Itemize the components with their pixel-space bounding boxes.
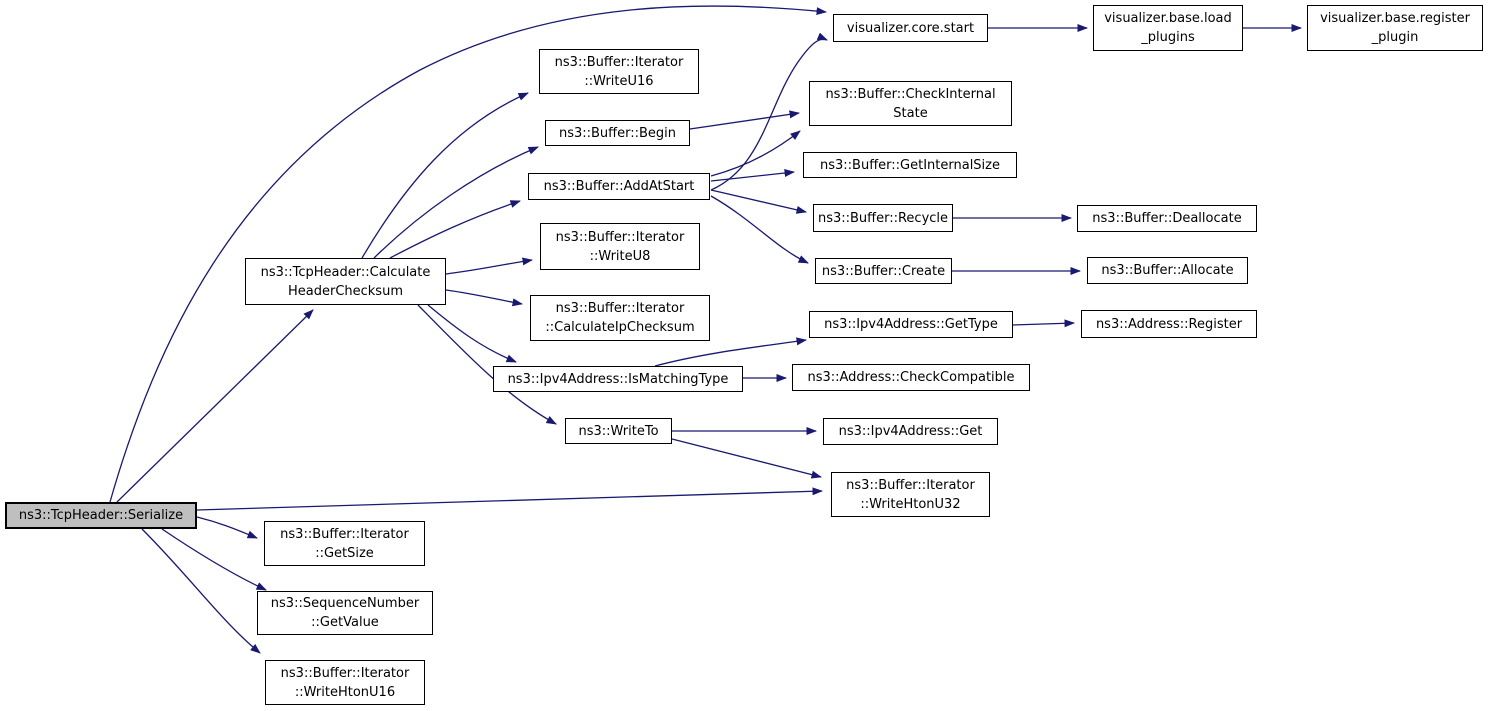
graph-node-label: _plugin: [1371, 30, 1419, 45]
graph-node-register[interactable]: [1081, 310, 1257, 338]
graph-node-writeU8[interactable]: [540, 223, 700, 270]
graph-node-deallocate[interactable]: [1077, 205, 1257, 232]
call-edge-begin-to-checkInternal: [690, 113, 799, 129]
graph-node-label: ns3::Buffer::Iterator: [554, 54, 684, 70]
graph-node-label: ::WriteU16: [584, 73, 654, 89]
graph-node-label: ::GetSize: [315, 545, 374, 561]
call-edge-serialize-to-writeHtonU32: [197, 491, 822, 510]
graph-node-label: HeaderChecksum: [287, 283, 403, 299]
graph-node-getValue[interactable]: [257, 591, 433, 635]
call-edge-addAtStart-to-create: [711, 196, 808, 263]
call-edge-calcChecksum-to-isMatchingType: [428, 305, 516, 362]
graph-node-label: visualizer.base.load: [1104, 11, 1232, 26]
call-edge-getType-to-register: [1013, 323, 1074, 325]
graph-node-registerPlugin[interactable]: [1307, 5, 1483, 51]
graph-node-label: visualizer.core.start: [846, 20, 975, 36]
graph-node-label: ns3::Buffer::Recycle: [817, 210, 949, 226]
call-edge-isMatchingType-to-getType: [655, 340, 806, 366]
graph-node-calcIpChecksum[interactable]: [530, 295, 710, 341]
graph-node-label: ns3::Buffer::Iterator: [280, 526, 409, 542]
graph-node-label: ::GetValue: [311, 615, 379, 630]
graph-node-label: ::WriteHtonU16: [294, 684, 396, 700]
graph-node-label: ns3::TcpHeader::Serialize: [18, 508, 184, 523]
graph-node-label: ns3::Buffer::GetInternalSize: [820, 157, 1000, 173]
graph-node-writeU16[interactable]: [539, 49, 699, 94]
call-edge-serialize-to-coreStart: [110, 6, 826, 502]
call-edge-calcChecksum-to-writeU16: [362, 93, 528, 258]
graph-node-recycle[interactable]: [813, 204, 953, 232]
call-edge-calcChecksum-to-addAtStart: [390, 201, 520, 258]
graph-node-label: _plugins: [1141, 30, 1195, 45]
graph-node-label: ::WriteHtonU32: [860, 496, 961, 512]
call-edge-addAtStart-to-getInternalSize: [711, 172, 794, 181]
graph-node-checkCompatible[interactable]: [792, 364, 1030, 391]
graph-node-label: ns3::Buffer::Iterator: [846, 477, 975, 493]
graph-node-label: ns3::WriteTo: [578, 423, 659, 439]
graph-node-begin[interactable]: [545, 120, 690, 146]
graph-node-label: ns3::Ipv4Address::IsMatchingType: [507, 371, 729, 387]
graph-node-label: ::WriteU8: [589, 248, 651, 264]
graph-node-label: ns3::Buffer::Iterator: [280, 665, 410, 681]
graph-node-get[interactable]: [823, 418, 998, 445]
graph-node-create[interactable]: [815, 258, 952, 284]
graph-node-coreStart[interactable]: [833, 14, 988, 42]
graph-node-label: ns3::Buffer::Deallocate: [1092, 211, 1242, 226]
graph-node-label: ns3::Buffer::Iterator: [555, 301, 685, 316]
graph-node-label: ns3::Buffer::Begin: [558, 125, 677, 141]
graph-node-getInternalSize[interactable]: [803, 152, 1017, 178]
graph-node-label: ns3::Address::Register: [1095, 316, 1243, 332]
graph-node-getType[interactable]: [809, 311, 1013, 338]
call-edge-serialize-to-getSize: [197, 517, 257, 538]
call-edge-serialize-to-calcChecksum: [117, 310, 313, 502]
graph-node-getSize[interactable]: [264, 521, 425, 566]
graph-node-label: ns3::Ipv4Address::GetType: [824, 317, 998, 332]
graph-node-label: visualizer.base.register: [1320, 11, 1470, 26]
graph-node-label: ns3::Address::CheckCompatible: [807, 370, 1015, 385]
call-edge-serialize-to-writeHtonU16: [142, 529, 260, 653]
call-edge-serialize-to-getValue: [162, 529, 266, 590]
graph-node-serialize[interactable]: [5, 502, 197, 529]
graph-node-label: ns3::SequenceNumber: [270, 596, 420, 611]
graph-node-allocate[interactable]: [1087, 257, 1248, 284]
call-edge-addAtStart-to-recycle: [711, 190, 806, 212]
call-edge-addAtStart-to-checkInternal: [711, 131, 800, 176]
graph-node-calcChecksum[interactable]: [245, 258, 446, 305]
graph-node-writeTo[interactable]: [565, 418, 672, 444]
graph-node-addAtStart[interactable]: [528, 173, 710, 200]
graph-node-label: ns3::TcpHeader::Calculate: [260, 264, 431, 280]
graph-node-isMatchingType[interactable]: [493, 366, 743, 392]
graph-node-label: ns3::Buffer::Create: [821, 263, 946, 279]
call-edge-writeTo-to-writeHtonU32: [672, 439, 821, 477]
graph-node-writeHtonU32[interactable]: [831, 472, 990, 517]
graph-node-label: ::CalculateIpChecksum: [545, 320, 695, 335]
call-edge-calcChecksum-to-writeU8: [446, 260, 532, 274]
call-edge-calcChecksum-to-calcIpChecksum: [446, 290, 522, 304]
graph-node-writeHtonU16[interactable]: [265, 660, 425, 705]
graph-node-label: ns3::Buffer::Allocate: [1101, 263, 1234, 278]
graph-node-label: ns3::Buffer::AddAtStart: [543, 179, 695, 194]
graph-node-label: ns3::Buffer::CheckInternal: [825, 86, 996, 102]
graph-node-loadPlugins[interactable]: [1093, 5, 1243, 51]
graph-node-label: ns3::Ipv4Address::Get: [838, 424, 983, 439]
graph-node-checkInternal[interactable]: [809, 81, 1012, 126]
graph-node-label: ns3::Buffer::Iterator: [555, 229, 685, 245]
graph-node-label: State: [893, 105, 928, 121]
